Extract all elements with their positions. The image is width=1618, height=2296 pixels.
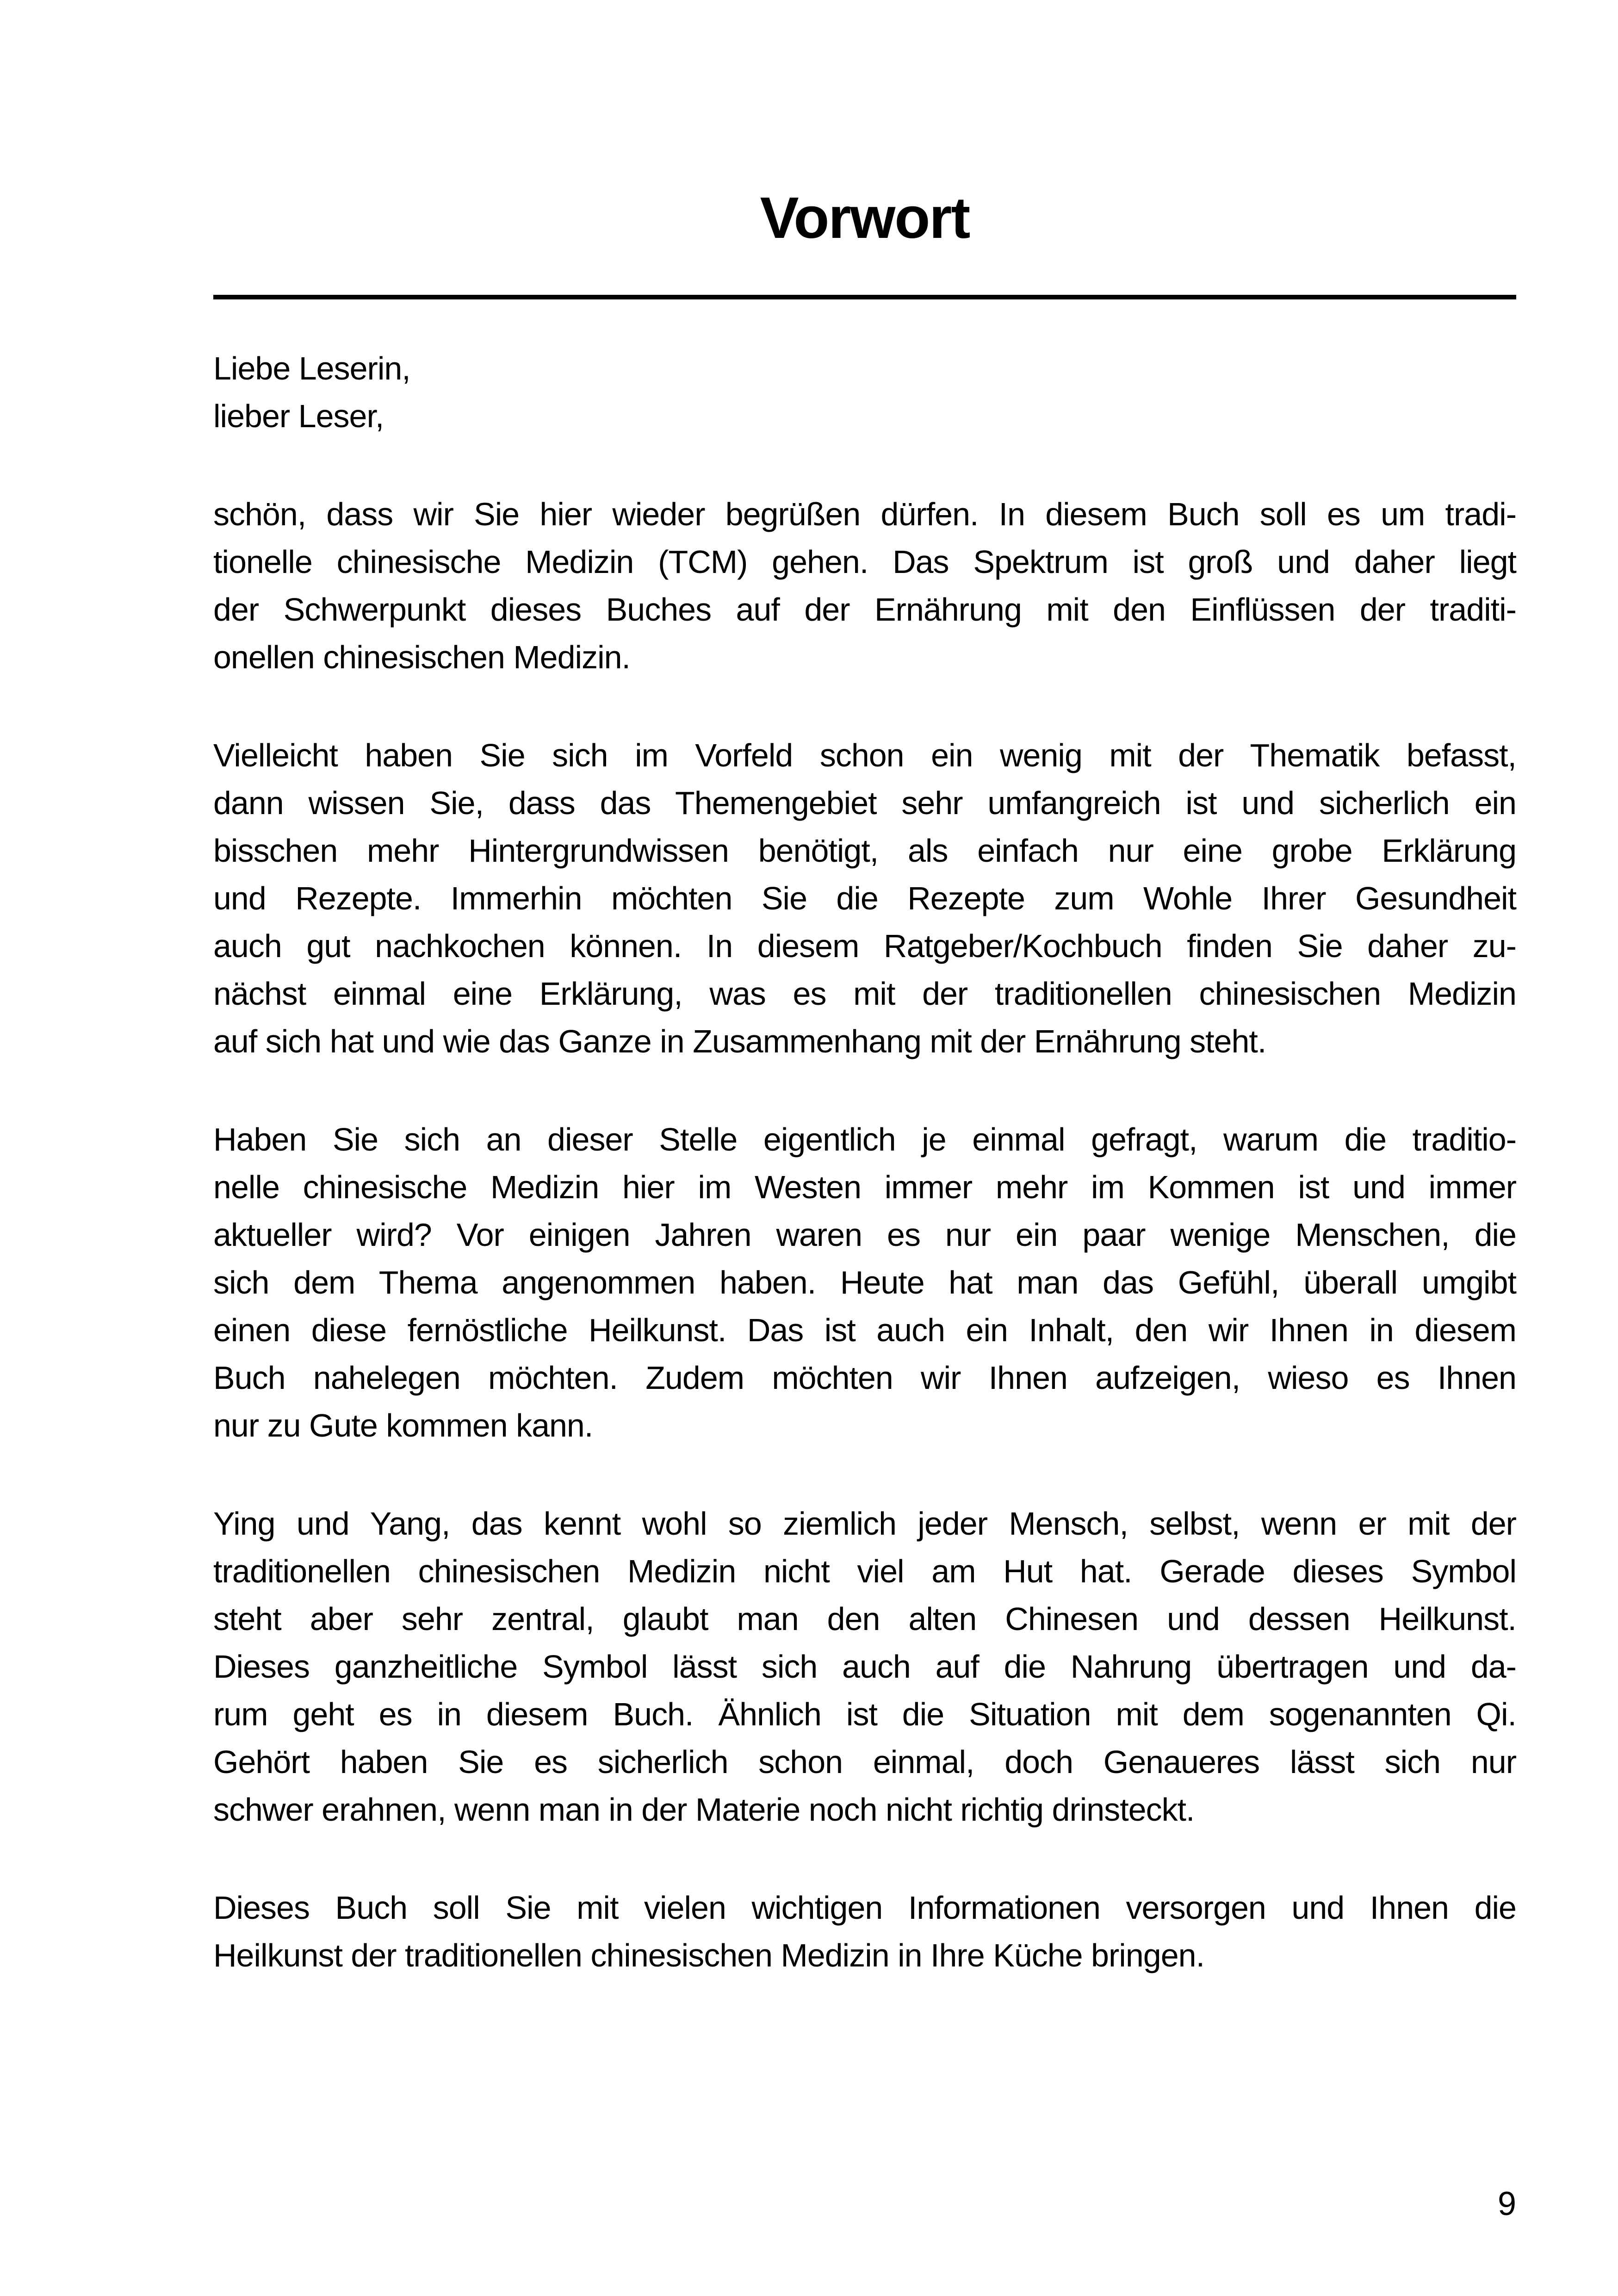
text-line: auch gut nachkochen können. In diesem Ratgeber/Kochbuch finden Sie daher zu- xyxy=(213,928,1516,964)
text-line: nächst einmal eine Erklärung, was es mit der traditionellen chinesischen Medizin xyxy=(213,976,1516,1012)
text-line: Haben Sie sich an dieser Stelle eigentlich je einmal gefragt, warum die traditio- xyxy=(213,1121,1516,1157)
page-number: 9 xyxy=(1497,2185,1516,2222)
paragraph xyxy=(213,345,1516,440)
page-title: Vorwort xyxy=(760,185,970,250)
text-line: nur zu Gute kommen kann. xyxy=(213,1407,593,1444)
body-text xyxy=(213,345,1516,1979)
text-line: bisschen mehr Hintergrundwissen benötigt, als einfach nur eine grobe Erklärung xyxy=(213,833,1516,869)
content-column xyxy=(213,0,1516,1979)
text-line: Heilkunst der traditionellen chinesischen Medizin in Ihre Küche bringen. xyxy=(213,1937,1205,1973)
text-line: auf sich hat und wie das Ganze in Zusammenhang mit der Ernährung steht. xyxy=(213,1023,1266,1059)
paragraph xyxy=(213,1884,1516,1979)
text-line: onellen chinesischen Medizin. xyxy=(213,639,630,675)
text-line: und Rezepte. Immerhin möchten Sie die Rezepte zum Wohle Ihrer Gesundheit xyxy=(213,880,1516,916)
text-line: der Schwerpunkt dieses Buches auf der Ernährung mit den Einflüssen der traditi- xyxy=(213,591,1516,628)
text-line: sich dem Thema angenommen haben. Heute hat man das Gefühl, überall umgibt xyxy=(213,1264,1516,1300)
text-line: schwer erahnen, wenn man in der Materie noch nicht richtig drinsteckt. xyxy=(213,1792,1195,1828)
text-line: Dieses ganzheitliche Symbol lässt sich auch auf die Nahrung übertragen und da- xyxy=(213,1649,1516,1685)
text-line: nelle chinesische Medizin hier im Westen immer mehr im Kommen ist und immer xyxy=(213,1169,1516,1205)
text-line: tionelle chinesische Medizin (TCM) gehen. Das Spektrum ist groß und daher liegt xyxy=(213,544,1516,580)
text-line: Ying und Yang, das kennt wohl so ziemlich jeder Mensch, selbst, wenn er mit der xyxy=(213,1506,1516,1542)
text-line: Dieses Buch soll Sie mit vielen wichtigen Informationen versorgen und Ihnen die xyxy=(213,1890,1516,1926)
text-line: schön, dass wir Sie hier wieder begrüßen dürfen. In diesem Buch soll es um tradi- xyxy=(213,496,1516,532)
text-line: aktueller wird? Vor einigen Jahren waren es nur ein paar wenige Menschen, die xyxy=(213,1217,1516,1253)
title-divider-rule xyxy=(213,295,1516,299)
paragraph xyxy=(213,491,1516,681)
text-line: rum geht es in diesem Buch. Ähnlich ist die Situation mit dem sogenannten Qi. xyxy=(213,1696,1516,1732)
text-line: traditionellen chinesischen Medizin nicht viel am Hut hat. Gerade dieses Symbol xyxy=(213,1553,1516,1589)
text-line: Buch nahelegen möchten. Zudem möchten wir Ihnen aufzeigen, wieso es Ihnen xyxy=(213,1360,1516,1396)
paragraph xyxy=(213,732,1516,1065)
text-line: Liebe Leserin, xyxy=(213,350,410,386)
text-line: lieber Leser, xyxy=(213,398,384,434)
text-line: dann wissen Sie, dass das Themengebiet sehr umfangreich ist und sicherlich ein xyxy=(213,785,1516,821)
paragraph xyxy=(213,1116,1516,1450)
paragraph xyxy=(213,1500,1516,1834)
text-line: Vielleicht haben Sie sich im Vorfeld schon ein wenig mit der Thematik befasst, xyxy=(213,737,1516,773)
text-line: einen diese fernöstliche Heilkunst. Das ist auch ein Inhalt, den wir Ihnen in diesem xyxy=(213,1312,1516,1348)
text-line: steht aber sehr zentral, glaubt man den alten Chinesen und dessen Heilkunst. xyxy=(213,1601,1516,1637)
text-line: Gehört haben Sie es sicherlich schon einmal, doch Genaueres lässt sich nur xyxy=(213,1744,1516,1780)
